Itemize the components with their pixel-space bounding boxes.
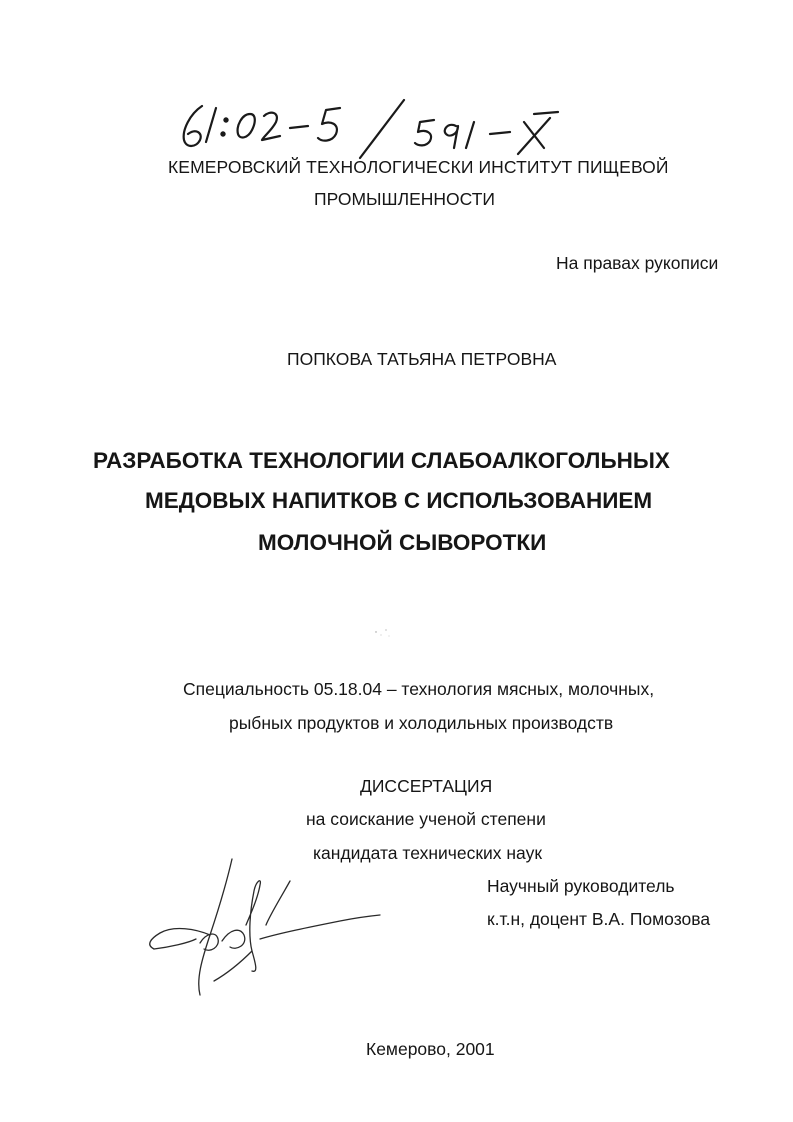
degree-line1: на соискание ученой степени <box>306 809 546 829</box>
thesis-title-line2: МЕДОВЫХ НАПИТКОВ С ИСПОЛЬЗОВАНИЕМ <box>145 488 653 513</box>
thesis-title-line3: МОЛОЧНОЙ СЫВОРОТКИ <box>258 530 547 555</box>
institution-name-line2: ПРОМЫШЛЕННОСТИ <box>314 189 495 209</box>
specialty-line1: Специальность 05.18.04 – технология мясных, молочных, <box>183 679 655 699</box>
handwritten-signature <box>140 855 385 1005</box>
author-name: ПОПКОВА ТАТЬЯНА ПЕТРОВНА <box>287 349 557 369</box>
rights-note: На правах рукописи <box>556 253 719 273</box>
specialty-line2: рыбных продуктов и холодильных производств <box>229 713 614 733</box>
scan-speck <box>372 626 392 640</box>
supervisor-label: Научный руководитель <box>487 876 675 896</box>
document-type: ДИССЕРТАЦИЯ <box>360 776 493 796</box>
institution-name-line1: КЕМЕРОВСКИЙ ТЕХНОЛОГИЧЕСКИ ИНСТИТУТ ПИЩЕВОЙ <box>168 157 669 177</box>
handwritten-catalog-code <box>172 96 592 166</box>
city-and-year: Кемерово, 2001 <box>366 1039 495 1059</box>
supervisor-name: к.т.н, доцент В.А. Помозова <box>487 909 711 929</box>
degree-line2: кандидата технических наук <box>313 843 543 863</box>
thesis-title-line1: РАЗРАБОТКА ТЕХНОЛОГИИ СЛАБОАЛКОГОЛЬНЫХ <box>93 448 670 473</box>
